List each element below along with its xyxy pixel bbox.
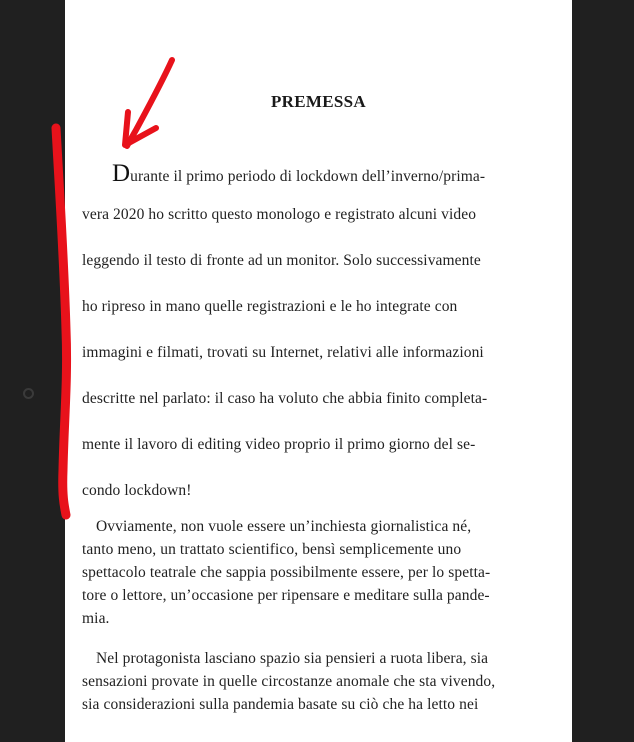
paragraph-2-line: spettacolo teatrale che sappia possibilmente essere, per lo spetta- xyxy=(82,564,491,581)
book-page xyxy=(65,0,572,742)
device-camera-dot xyxy=(23,388,34,399)
page-heading: PREMESSA xyxy=(271,92,366,111)
paragraph-3-line: sensazioni provate in quelle circostanze anomale che sta vivendo, xyxy=(82,673,496,690)
drop-cap: D xyxy=(112,160,131,187)
paragraph-2-line: Ovviamente, non vuole essere un’inchiesta giornalistica né, xyxy=(96,518,472,535)
paragraph-1-line: descritte nel parlato: il caso ha voluto che abbia finito completa- xyxy=(82,390,488,407)
paragraph-3-line: sia considerazioni sulla pandemia basate su ciò che ha letto nei xyxy=(82,696,479,713)
device-bezel-left xyxy=(0,0,65,742)
paragraph-1-line: ho ripreso in mano quelle registrazioni e le ho integrate con xyxy=(82,298,458,315)
paragraph-1-line xyxy=(82,160,556,206)
paragraph-2-line: mia. xyxy=(82,610,110,627)
paragraph-2-line: tore o lettore, un’occasione per ripensare e meditare sulla pande- xyxy=(82,587,490,604)
device-bezel-right xyxy=(572,0,634,742)
paragraph-3 xyxy=(82,650,556,719)
paragraph-1-line: vera 2020 ho scritto questo monologo e registrato alcuni video xyxy=(82,206,477,223)
paragraph-2 xyxy=(82,518,556,633)
paragraph-1-line: immagini e filmati, trovati su Internet, relativi alle informazioni xyxy=(82,344,484,361)
paragraph-1-line: leggendo il testo di fronte ad un monitor. Solo successivamente xyxy=(82,252,481,269)
paragraph-1-line: mente il lavoro di editing video proprio il primo giorno del se- xyxy=(82,436,476,453)
paragraph-1-line: condo lockdown! xyxy=(82,482,192,499)
paragraph-1 xyxy=(82,160,556,528)
paragraph-1-line-text: urante il primo periodo di lockdown dell’inverno/prima- xyxy=(130,168,486,185)
paragraph-3-line: Nel protagonista lasciano spazio sia pensieri a ruota libera, sia xyxy=(96,650,489,667)
paragraph-2-line: tanto meno, un trattato scientifico, bensì semplicemente uno xyxy=(82,541,462,558)
